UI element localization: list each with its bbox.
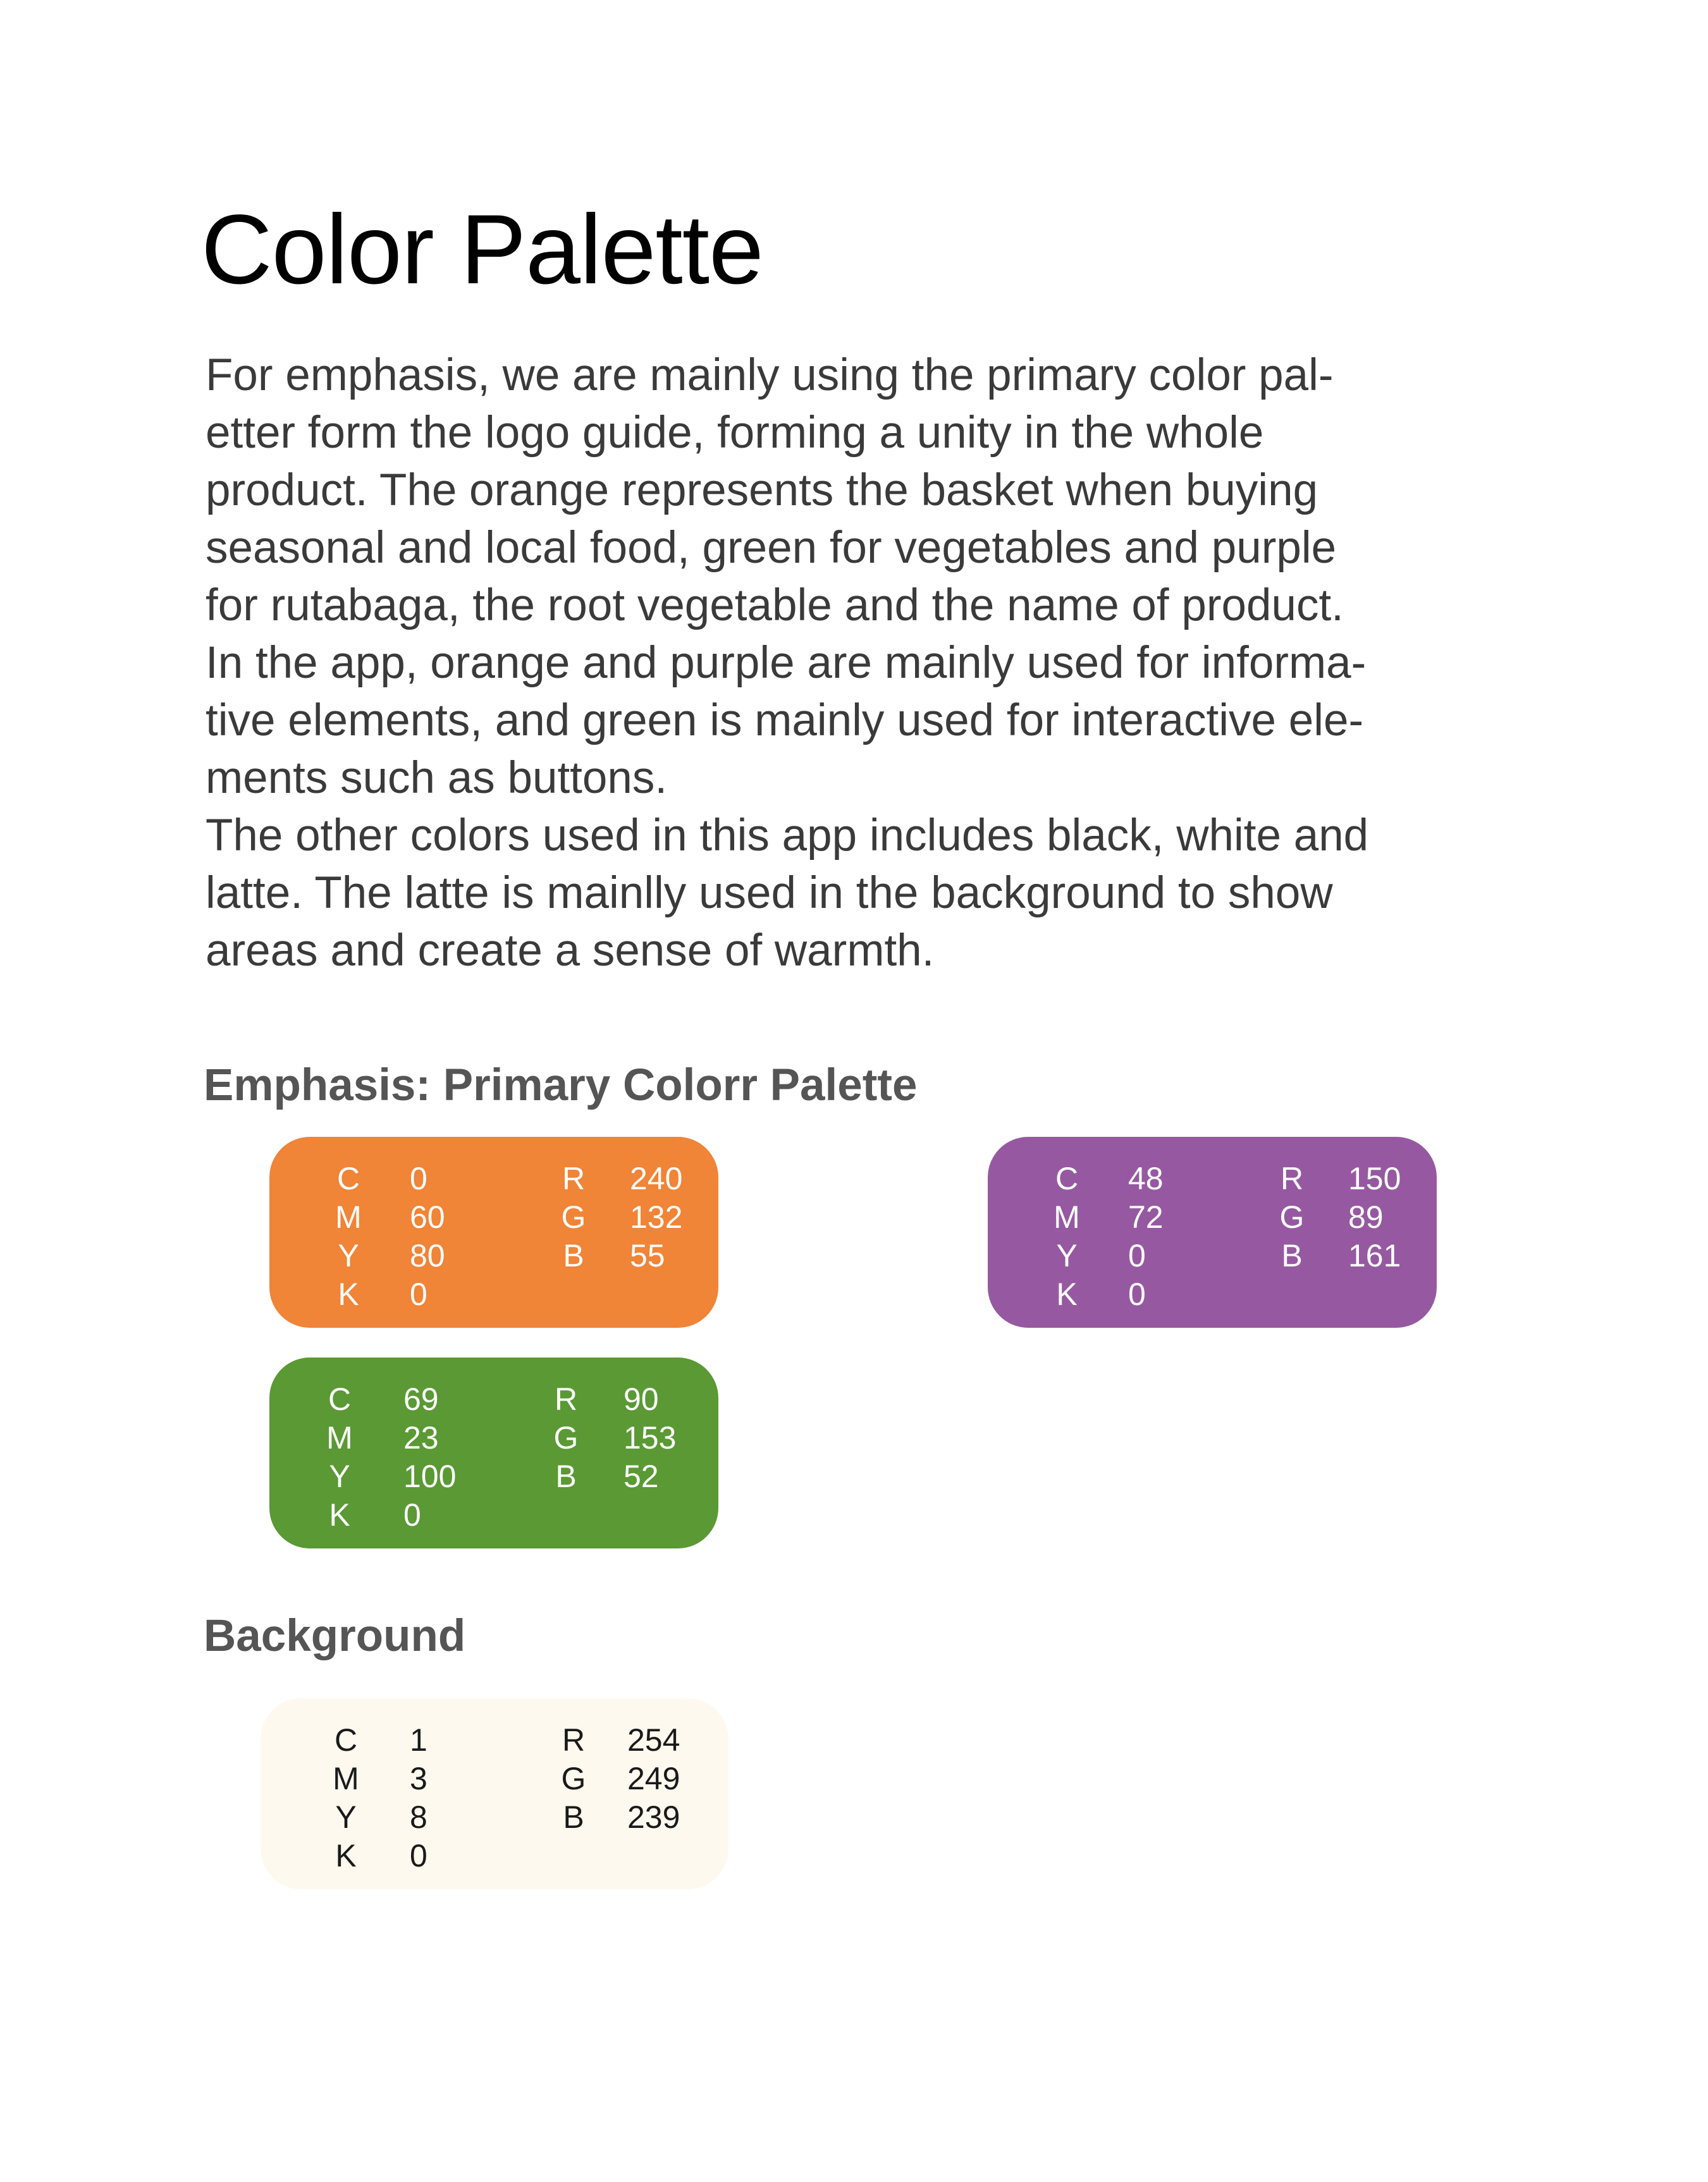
blue-value: 161: [1348, 1238, 1401, 1273]
intro-line: etter form the logo guide, forming a unity in the whole: [206, 408, 1264, 458]
rgb-labels: [1276, 1160, 1308, 1275]
label-g: G: [1279, 1199, 1305, 1235]
label-c: C: [328, 1382, 352, 1417]
label-m: M: [326, 1420, 353, 1456]
intro-line: For emphasis, we are mainly using the primary color pal-: [206, 350, 1334, 400]
blue-value: 239: [627, 1799, 680, 1835]
label-k: K: [335, 1838, 357, 1873]
rgb-labels: [558, 1160, 589, 1275]
rgb-values: [627, 1721, 680, 1837]
label-c: C: [334, 1722, 358, 1758]
label-m: M: [1054, 1199, 1080, 1235]
background-heading: Background: [204, 1611, 466, 1661]
yellow-value: 80: [410, 1238, 445, 1273]
label-b: B: [563, 1238, 584, 1273]
label-m: M: [335, 1199, 362, 1235]
purple-swatch: [988, 1137, 1437, 1328]
cyan-value: 1: [410, 1722, 427, 1758]
intro-line: tive elements, and green is mainly used for interactive ele-: [206, 696, 1364, 745]
intro-line: In the app, orange and purple are mainly used for informa-: [206, 638, 1367, 688]
red-value: 240: [630, 1161, 683, 1196]
cmyk-values: [410, 1721, 427, 1875]
label-c: C: [1055, 1161, 1079, 1196]
red-value: 90: [624, 1382, 659, 1417]
magenta-value: 72: [1128, 1199, 1164, 1235]
yellow-value: 100: [403, 1459, 457, 1494]
key-value: 0: [1128, 1277, 1146, 1312]
rgb-labels: [550, 1380, 582, 1496]
label-y: Y: [329, 1459, 350, 1494]
magenta-value: 60: [410, 1199, 445, 1235]
rgb-values: [624, 1380, 676, 1496]
cmyk-labels: [330, 1721, 362, 1875]
intro-line: seasonal and local food, green for vegetables and purple: [206, 523, 1337, 573]
cyan-value: 48: [1128, 1161, 1164, 1196]
label-b: B: [1281, 1238, 1303, 1273]
intro-line: for rutabaga, the root vegetable and the name of product.: [206, 580, 1344, 630]
label-r: R: [562, 1161, 586, 1196]
rgb-values: [630, 1160, 682, 1275]
blue-value: 52: [624, 1459, 659, 1494]
cyan-value: 0: [410, 1161, 427, 1196]
intro-line: ments such as buttons.: [206, 753, 668, 803]
blue-value: 55: [630, 1238, 665, 1273]
yellow-value: 0: [1128, 1238, 1146, 1273]
intro-paragraph: [206, 346, 1533, 979]
green-swatch: [269, 1358, 718, 1548]
label-r: R: [1280, 1161, 1304, 1196]
green-value: 89: [1348, 1199, 1384, 1235]
label-g: G: [561, 1199, 586, 1235]
rgb-values: [1348, 1160, 1401, 1275]
cmyk-values: [1128, 1160, 1164, 1314]
emphasis-heading: Emphasis: Primary Colorr Palette: [204, 1060, 918, 1110]
label-b: B: [563, 1799, 584, 1835]
green-value: 249: [627, 1761, 680, 1796]
red-value: 150: [1348, 1161, 1401, 1196]
label-g: G: [561, 1761, 586, 1796]
label-y: Y: [1056, 1238, 1078, 1273]
intro-line: The other colors used in this app includes black, white and: [206, 811, 1369, 861]
orange-swatch: [269, 1137, 718, 1328]
key-value: 0: [403, 1497, 421, 1533]
cmyk-values: [403, 1380, 456, 1535]
yellow-value: 8: [410, 1799, 427, 1835]
label-g: G: [553, 1420, 579, 1456]
intro-line: latte. The latte is mainlly used in the background to show: [206, 868, 1333, 918]
magenta-value: 23: [403, 1420, 439, 1456]
cmyk-labels: [333, 1160, 364, 1314]
label-b: B: [555, 1459, 577, 1494]
label-m: M: [333, 1761, 359, 1796]
green-value: 132: [630, 1199, 683, 1235]
key-value: 0: [410, 1838, 427, 1873]
label-r: R: [562, 1722, 586, 1758]
cmyk-labels: [324, 1380, 355, 1535]
page-title: Color Palette: [201, 195, 763, 305]
cyan-value: 69: [403, 1382, 439, 1417]
intro-line: areas and create a sense of warmth.: [206, 926, 935, 976]
rgb-labels: [558, 1721, 589, 1837]
label-y: Y: [335, 1799, 357, 1835]
label-r: R: [554, 1382, 578, 1417]
cmyk-values: [410, 1160, 445, 1314]
label-k: K: [329, 1497, 350, 1533]
label-y: Y: [338, 1238, 359, 1273]
key-value: 0: [410, 1277, 427, 1312]
label-k: K: [338, 1277, 359, 1312]
cmyk-labels: [1051, 1160, 1083, 1314]
green-value: 153: [624, 1420, 677, 1456]
intro-line: product. The orange represents the basket when buying: [206, 465, 1318, 515]
latte-swatch: [261, 1698, 728, 1889]
magenta-value: 3: [410, 1761, 427, 1796]
label-c: C: [336, 1161, 360, 1196]
red-value: 254: [627, 1722, 680, 1758]
label-k: K: [1056, 1277, 1078, 1312]
